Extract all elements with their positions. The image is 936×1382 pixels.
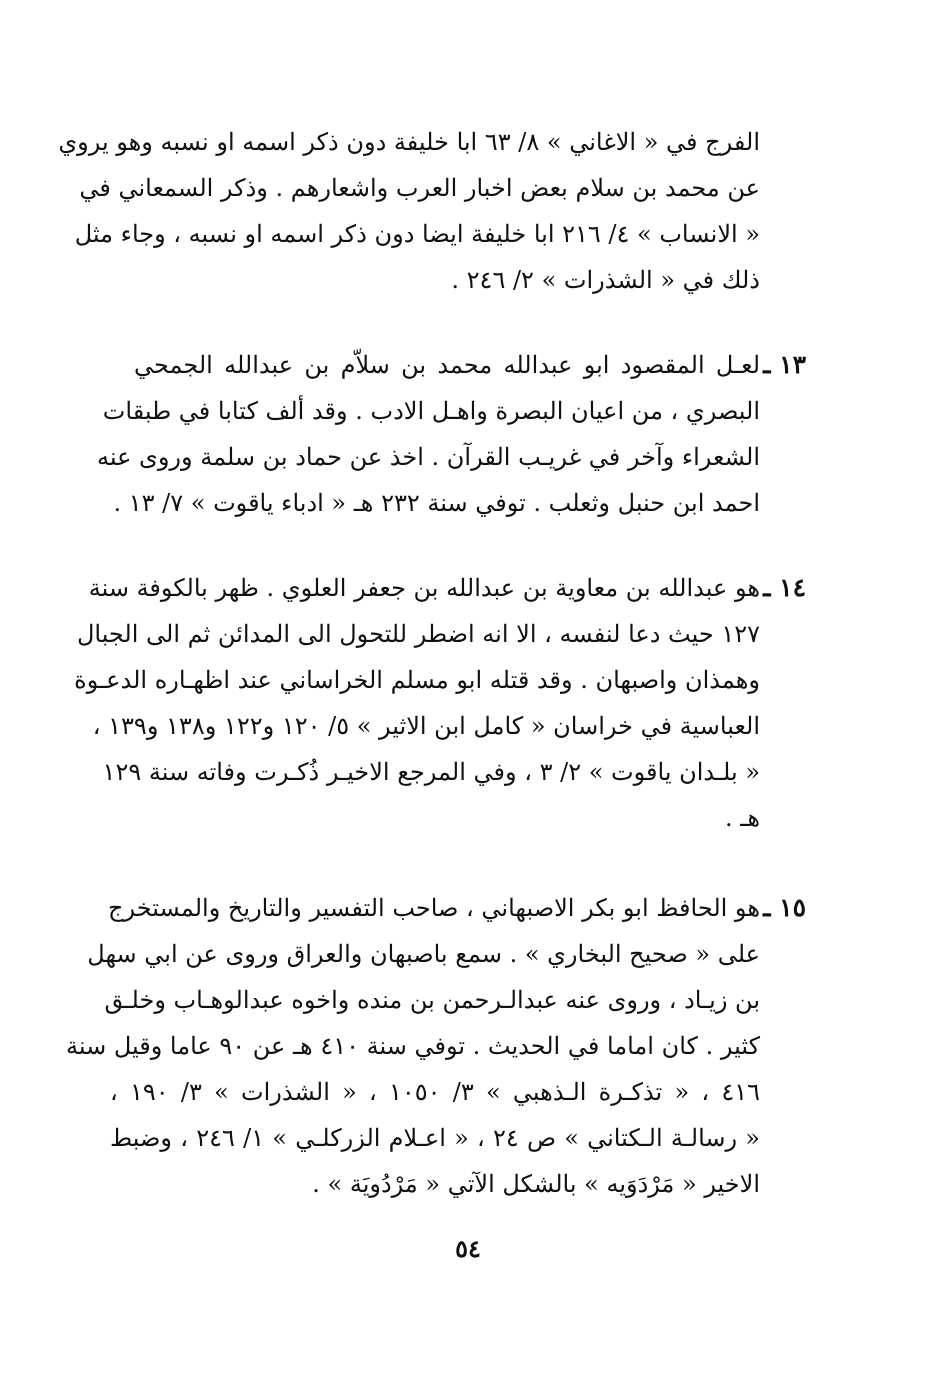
note-14 <box>74 565 760 841</box>
text-line: عن محمد بن سلام بعض اخبار العرب واشعارهم . وذكر السمعاني في <box>79 174 760 202</box>
text-line: البصري ، من اعيان البصرة واهـل الادب . وقد ألف كتابا في طبقات <box>102 397 760 425</box>
text-line: وهمذان واصبهان . وقد قتله ابو مسلم الخراساني عند اظهـاره الدعـوة <box>74 666 760 694</box>
note-13 <box>96 342 760 526</box>
note-number-13: ١٣ ـ <box>763 350 806 379</box>
page-number: ٥٤ <box>455 1234 481 1263</box>
note-continuation <box>58 119 760 303</box>
text-line: هو عبدالله بن معاوية بن عبدالله بن جعفر العلوي . ظهر بالكوفة سنة <box>88 574 760 602</box>
text-line: على « صحيح البخاري » . سمع باصبهان والعراق وروى عن ابي سهل <box>87 940 760 968</box>
text-line: ذلك في « الشذرات » ٢/ ٢٤٦ . <box>451 266 760 294</box>
text-line: هو الحافظ ابو بكر الاصبهاني ، صاحب التفسير والتاريخ والمستخرج <box>107 894 760 922</box>
note-15 <box>65 885 761 1207</box>
text-line: الاخير « مَرْدَوَيه » بالشكل الآتي « مَرْدُويَة » . <box>312 1170 760 1198</box>
text-line: « رسالـة الـكتاني » ص ٢٤ ، « اعـلام الزركلـي » ١/ ٢٤٦ ، وضبط <box>110 1124 760 1152</box>
text-line: لعـل المقصود ابو عبدالله محمد بن سلاّم بن عبدالله الجمحي <box>134 351 760 379</box>
text-line: العباسية في خراسان « كامل ابن الاثير » ٥/ ١٢٠ و١٢٢ و١٣٨ و١٣٩ ، <box>92 712 760 740</box>
text-line: بن زيـاد ، وروى عنه عبدالـرحمن بن منده واخوه عبدالوهـاب وخلـق <box>104 986 760 1014</box>
text-line: « بلـدان ياقوت » ٢/ ٣ ، وفي المرجع الاخيـر ذُكـرت وفاته سنة ١٢٩ <box>102 758 760 786</box>
text-line: « الانساب » ٤/ ٢١٦ ابا خليفة ايضا دون ذكر اسمه او نسبه ، وجاء مثل <box>74 220 760 248</box>
text-line: هـ . <box>725 804 760 832</box>
note-number-15: ١٥ ـ <box>763 893 806 922</box>
note-number-14: ١٤ ـ <box>763 573 806 602</box>
text-line: ٤١٦ ، « تذكـرة الـذهبي » ٣/ ١٠٥٠ ، « الشذرات » ٣/ ١٩٠ ، <box>110 1078 761 1106</box>
text-line: كثير . كان اماما في الحديث . توفي سنة ٤١٠ هـ عن ٩٠ عاما وقيل سنة <box>65 1032 760 1060</box>
text-line: الشعراء وآخر في غريـب القرآن . اخذ عن حماد بن سلمة وروى عنه <box>96 443 760 471</box>
text-line: احمد ابن حنبل وثعلب . توفي سنة ٢٣٢ هـ « ادباء ياقوت » ٧/ ١٣ . <box>113 489 760 517</box>
text-line: الفرج في « الاغاني » ٨/ ٦٣ ابا خليفة دون ذكر اسمه او نسبه وهو يروي <box>58 128 760 156</box>
text-line: ١٢٧ حيث دعا لنفسه ، الا انه اضطر للتحول الى المدائن ثم الى الجبال <box>76 620 760 648</box>
